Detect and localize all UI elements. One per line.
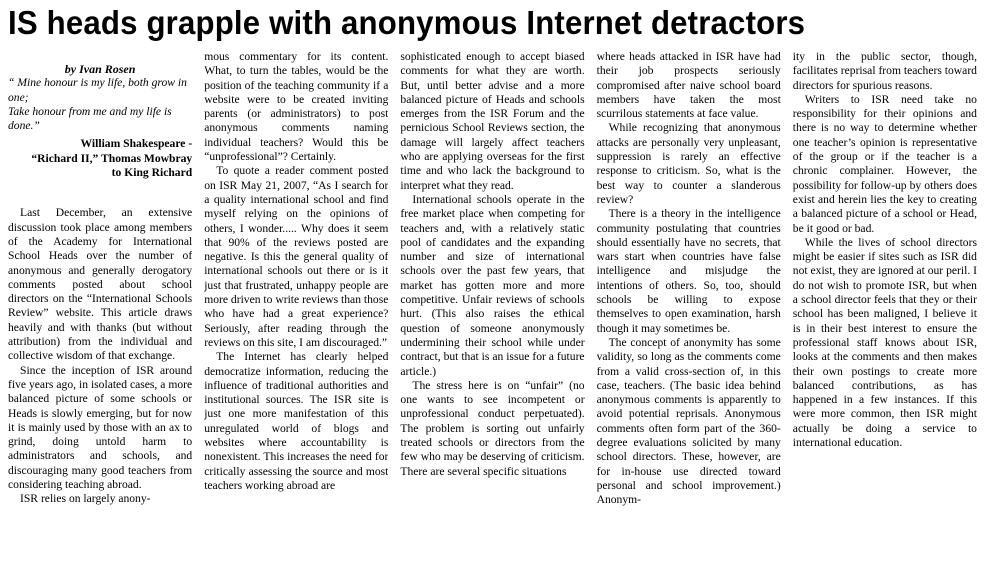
column-3 bbox=[400, 50, 584, 574]
paragraph: Writers to ISR need take no responsibility for their opinions and there is no way to determine whether one teacher’s opinion is representative of the group or if the teacher is a chronic complainer. However, the possibility for follow-up by others does exist and herein lies the key to creating a balanced picture of a school or Head, be it good or bad. bbox=[792, 92, 977, 235]
attribution-line: to King Richard bbox=[111, 166, 193, 180]
column-5 bbox=[793, 50, 977, 574]
article-columns bbox=[8, 50, 977, 574]
epigraph-quote bbox=[8, 76, 192, 133]
paragraph: mous commentary for its content. What, to turn the tables, would be the position of the teaching community if a website were to be created inviting parents (or administrators) to post anonymous comments naming individual teachers? Would this be “unprofessional”? Certainly. bbox=[204, 50, 389, 164]
paragraph: While the lives of school directors might be easier if sites such as ISR did not exist, they are ignored at our peril. I do not wish to promote ISR, but when a school director feels that they or their school has been maligned, I believe it is in their best interest to ensure the professional staff knows about ISR, looks at the comments and then makes their own postings to create more balanced contributions, as has happened in a few instances. If this were more common, then ISR might actually be doing a service to international education. bbox=[792, 235, 977, 450]
column-2 bbox=[204, 50, 388, 574]
byline: by Ivan Rosen bbox=[64, 62, 136, 76]
paragraph: Last December, an extensive discussion took place among members of the Academy for International School Heads over the number of anonymous and generally derogatory comments posted about school directors on the “International Schools Review” website. This article draws heavily and with thanks (but without attribution) from the individual and collective wisdom of that exchange. bbox=[8, 206, 193, 363]
quote-line: “ Mine honour is my life, both grow in one; bbox=[8, 76, 187, 104]
paragraph: To quote a reader comment posted on ISR May 21, 2007, “As I search for a quality international school and find myself relying on the opinions of others, I wonder..... Why does it seem that 90% of the reviews posted are negative. Is this the general quality of international schools out there or is it just that frustrated, unhappy people are more driven to write reviews than those who have had a great experience? Seriously, after reading through the reviews on this site, I am discouraged.” bbox=[204, 164, 389, 349]
quote-attribution bbox=[8, 137, 192, 180]
paragraph: The concept of anonymity has some validity, so long as the comments come from a valid cross-section of, in this case, teachers. (The basic idea behind anonymous comments is apparently to avoid potential reprisals. Anonymous comments often form part of the 360-degree evaluations solicited by many school directors. These, however, are for in-house use directed toward personal and school improvement.) Anonym- bbox=[596, 335, 781, 507]
quote-line: Take honour from me and my life is done.” bbox=[8, 104, 172, 133]
headline: IS heads grapple with anonymous Internet detractors bbox=[8, 5, 806, 42]
paragraph: sophisticated enough to accept biased comments for what they are worth. But, until better advise and a more balanced picture of Heads and schools emerges from the ISR Forum and the pernicious School Reviews section, the damage will largely affect teachers who are applying overseas for the first time and who lack the background to interpret what they read. bbox=[400, 50, 585, 192]
attribution-line: “Richard II,” Thomas Mowbray bbox=[31, 151, 193, 165]
paragraph: The Internet has clearly helped democratize information, reducing the influence of traditional authorities and institutional sources. The ISR site is just one more manifestation of this unregulated world of blogs and websites where accountability is nonexistent. This increases the need for critically assessing the source and most teachers working abroad are bbox=[204, 350, 389, 492]
paragraph: The stress here is on “unfair” (no one wants to see incompetent or unprofessional conduct perpetuated). The problem is sorting out unfairly treated schools or directors from the few who may be deserving of criticism. There are several specific situations bbox=[400, 378, 585, 478]
paragraph: International schools operate in the free market place when competing for teachers and, with a relatively static pool of candidates and the expanding number and size of international schools over the past few years, that market has gotten more and more competitive. Unfair reviews of schools hurt. (This also raises the ethical question of someone anonymously undermining their school while under contract, but that is an issue for a future article.) bbox=[400, 192, 585, 378]
paragraph: ISR relies on largely anony- bbox=[20, 492, 151, 506]
paragraph: where heads attacked in ISR have had their job prospects seriously compromised after naive school board members have taken the most scurrilous statements at face value. bbox=[596, 50, 781, 121]
paragraph: Since the inception of ISR around five years ago, in isolated cases, a more balanced picture of some schools or Heads is slowly emerging, but for now it is mainly used by those with an ax to grind, doing untold harm to administrators and schools, and discouraging many good teachers from considering teaching abroad. bbox=[8, 363, 193, 492]
attribution-line: William Shakespeare - bbox=[80, 137, 193, 151]
column-4 bbox=[597, 50, 781, 574]
paragraph: There is a theory in the intelligence community postulating that countries should essentially have no secrets, that wars start when countries have false intelligence and misjudge the intentions of others. So, too, should schools be willing to expose themselves to open examination, harsh though it may sometimes be. bbox=[596, 207, 781, 335]
column-1 bbox=[8, 50, 192, 574]
paragraph: ity in the public sector, though, facilitates reprisal from teachers toward directors for spurious reasons. bbox=[792, 50, 977, 92]
paragraph: While recognizing that anonymous attacks are personally very unpleasant, suppression is rarely an effective response to criticism. So, what is the best way to counter a slanderous review? bbox=[596, 121, 781, 206]
